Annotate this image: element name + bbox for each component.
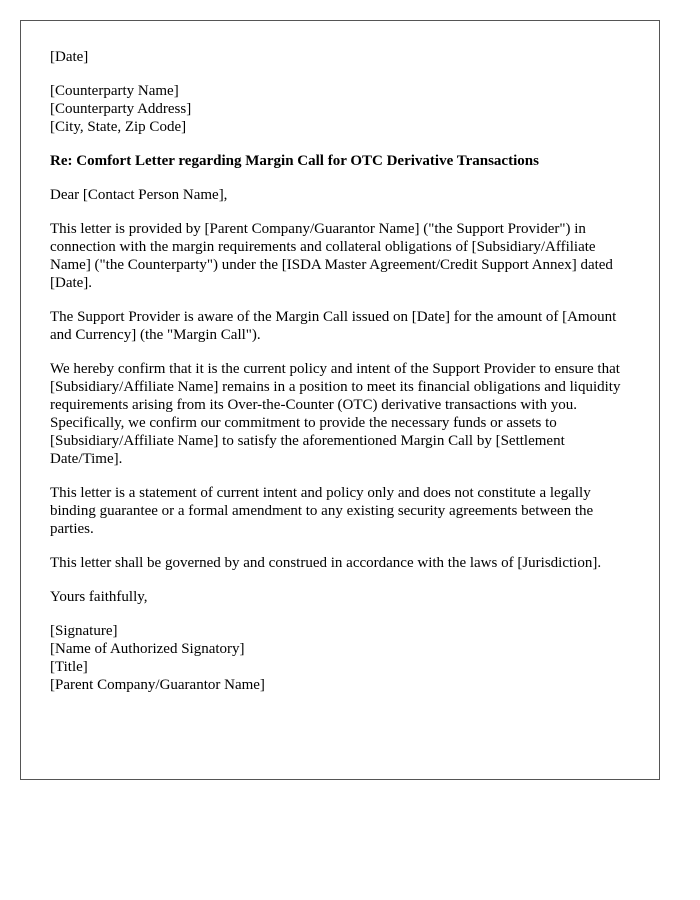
signatory-name: [Name of Authorized Signatory] [50,641,245,657]
salutation: Dear [Contact Person Name], [50,187,228,203]
signatory-company: [Parent Company/Guarantor Name] [50,677,265,693]
closing: Yours faithfully, [50,589,148,605]
paragraph-commitment: We hereby confirm that it is the current policy and intent of the Support Provider to ensure that [Subsidiary/Affiliate Name] remains in a position to meet its financial obligations and liquidity requirements arising from its Over-the-Counter (OTC) derivative transactions with you. Specifically, we confirm our commitment to provide the necessary funds or assets to [Subsidiary/Affiliate Name] to satisfy the aforementioned Margin Call by [Settlement Date/Time]. [50,361,621,467]
letter-subject: Re: Comfort Letter regarding Margin Call for OTC Derivative Transactions [50,153,539,169]
recipient-block [50,82,640,136]
paragraph-disclaimer: This letter is a statement of current intent and policy only and does not constitute a legally binding guarantee or a formal amendment to any existing security agreements between the parties. [50,485,594,537]
paragraph-margin-call: The Support Provider is aware of the Margin Call issued on [Date] for the amount of [Amount and Currency] (the "Margin Call"). [50,309,617,343]
signature-block [50,622,640,694]
recipient-name: [Counterparty Name] [50,83,179,99]
signature-line: [Signature] [50,623,118,639]
signatory-title: [Title] [50,659,88,675]
letter-date: [Date] [50,49,89,65]
letter-frame [20,20,660,780]
paragraph-governing-law: This letter shall be governed by and construed in accordance with the laws of [Jurisdiction]. [50,555,602,571]
letter-body [50,48,640,694]
paragraph-intro: This letter is provided by [Parent Company/Guarantor Name] ("the Support Provider") in connection with the margin requirements and collateral obligations of [Subsidiary/Affiliate Name] ("the Counterparty") under the [ISDA Master Agreement/Credit Support Annex] dated [Date]. [50,221,613,291]
recipient-city-state-zip: [City, State, Zip Code] [50,119,187,135]
recipient-address: [Counterparty Address] [50,101,192,117]
